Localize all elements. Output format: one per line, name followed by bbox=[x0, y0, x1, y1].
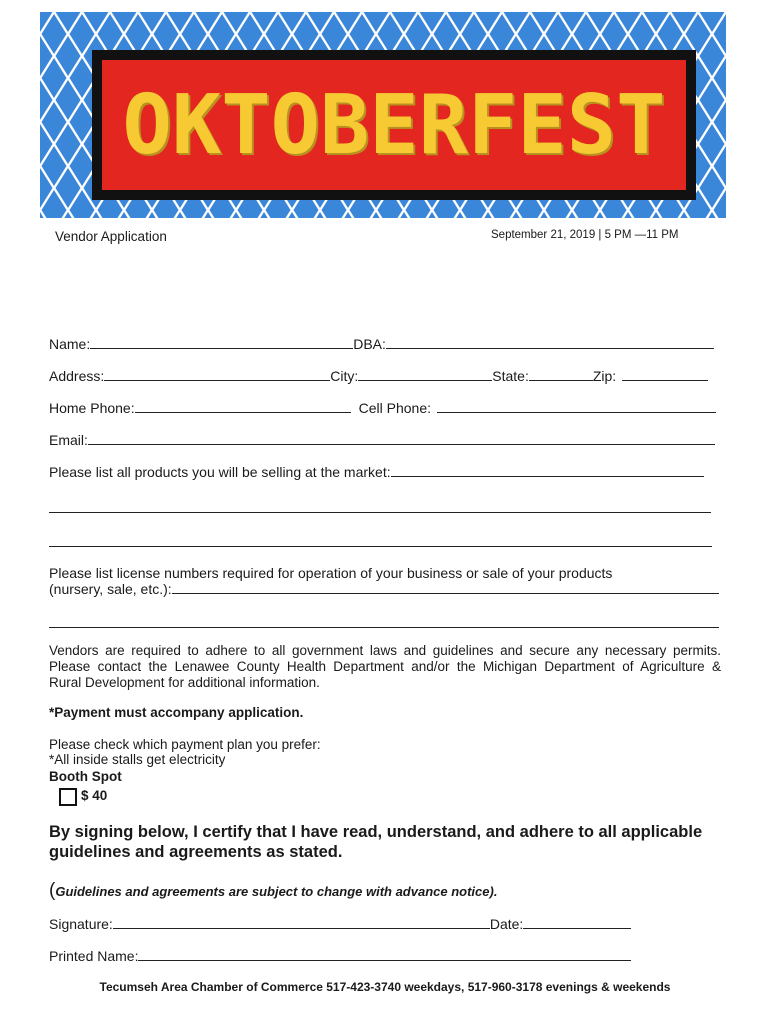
signature-label: Signature: bbox=[49, 916, 113, 932]
notice-line-1: Vendors are required to adhere to all government laws and guidelines and secure any necessary permits. bbox=[49, 643, 721, 658]
document-title: Vendor Application bbox=[55, 229, 167, 244]
booth-spot-price: $ 40 bbox=[81, 788, 108, 803]
address-field[interactable] bbox=[104, 368, 330, 381]
title-panel bbox=[102, 60, 686, 190]
state-field[interactable] bbox=[529, 368, 593, 381]
guidelines-paren: ( bbox=[49, 880, 56, 901]
name-row bbox=[49, 336, 714, 352]
home-phone-label: Home Phone: bbox=[49, 400, 135, 416]
title-frame bbox=[92, 50, 696, 200]
printed-name-label: Printed Name: bbox=[49, 948, 139, 964]
regulations-notice bbox=[49, 643, 721, 691]
printed-name-field[interactable] bbox=[138, 948, 631, 961]
license-line-2[interactable] bbox=[49, 627, 719, 628]
license-label: Please list license numbers required for operation of your business or sale of your products bbox=[49, 565, 613, 581]
date-label: Date: bbox=[489, 916, 524, 932]
electricity-note: *All inside stalls get electricity bbox=[49, 752, 226, 767]
signature-row bbox=[49, 916, 631, 932]
products-row bbox=[49, 464, 704, 480]
phone-row bbox=[49, 400, 716, 416]
address-row bbox=[49, 368, 708, 384]
date-field[interactable] bbox=[523, 916, 631, 929]
zip-field[interactable] bbox=[622, 368, 708, 381]
city-field[interactable] bbox=[358, 368, 492, 381]
home-phone-field[interactable] bbox=[135, 400, 351, 413]
license-label-2: (nursery, sale, etc.): bbox=[49, 581, 172, 597]
dba-label: DBA: bbox=[353, 336, 386, 352]
event-date: September 21, 2019 | 5 PM —11 PM bbox=[491, 229, 679, 241]
dba-field[interactable] bbox=[386, 336, 714, 349]
notice-line-3: Rural Development for additional information. bbox=[49, 675, 320, 690]
license-row bbox=[49, 581, 719, 597]
footer-contact: Tecumseh Area Chamber of Commerce 517-423-3740 weekdays, 517-960-3178 evenings & weekends bbox=[99, 980, 671, 994]
state-label: State: bbox=[492, 368, 529, 384]
guidelines-text: Guidelines and agreements are subject to change with advance notice). bbox=[55, 884, 498, 899]
name-label: Name: bbox=[49, 336, 91, 352]
license-field[interactable] bbox=[172, 581, 719, 594]
city-label: City: bbox=[330, 368, 359, 384]
banner-title: OKTOBERFEST bbox=[122, 77, 666, 173]
oktoberfest-banner bbox=[40, 12, 726, 218]
printed-name-row bbox=[49, 948, 631, 964]
booth-spot-checkbox[interactable] bbox=[59, 788, 77, 806]
products-line-2[interactable] bbox=[49, 512, 711, 513]
certification-statement: By signing below, I certify that I have read, understand, and adhere to all applicable guidelines and agreements as stated. bbox=[49, 823, 703, 861]
products-field[interactable] bbox=[391, 464, 704, 477]
products-label: Please list all products you will be selling at the market: bbox=[49, 464, 391, 480]
address-label: Address: bbox=[49, 368, 105, 384]
email-label: Email: bbox=[49, 432, 88, 448]
cell-phone-label: Cell Phone: bbox=[358, 400, 431, 416]
signature-field[interactable] bbox=[113, 916, 490, 929]
payment-required-note: *Payment must accompany application. bbox=[49, 705, 304, 720]
notice-line-2: Please contact the Lenawee County Health Department and/or the Michigan Department of Agriculture & bbox=[49, 659, 721, 674]
email-row bbox=[49, 432, 715, 448]
payment-prompt: Please check which payment plan you prefer: bbox=[49, 737, 321, 752]
cell-phone-field[interactable] bbox=[437, 400, 716, 413]
booth-spot-title: Booth Spot bbox=[49, 769, 122, 784]
name-field[interactable] bbox=[90, 336, 353, 349]
products-line-3[interactable] bbox=[49, 546, 712, 547]
guidelines-note bbox=[49, 880, 497, 902]
email-field[interactable] bbox=[88, 432, 715, 445]
zip-label: Zip: bbox=[592, 368, 617, 384]
